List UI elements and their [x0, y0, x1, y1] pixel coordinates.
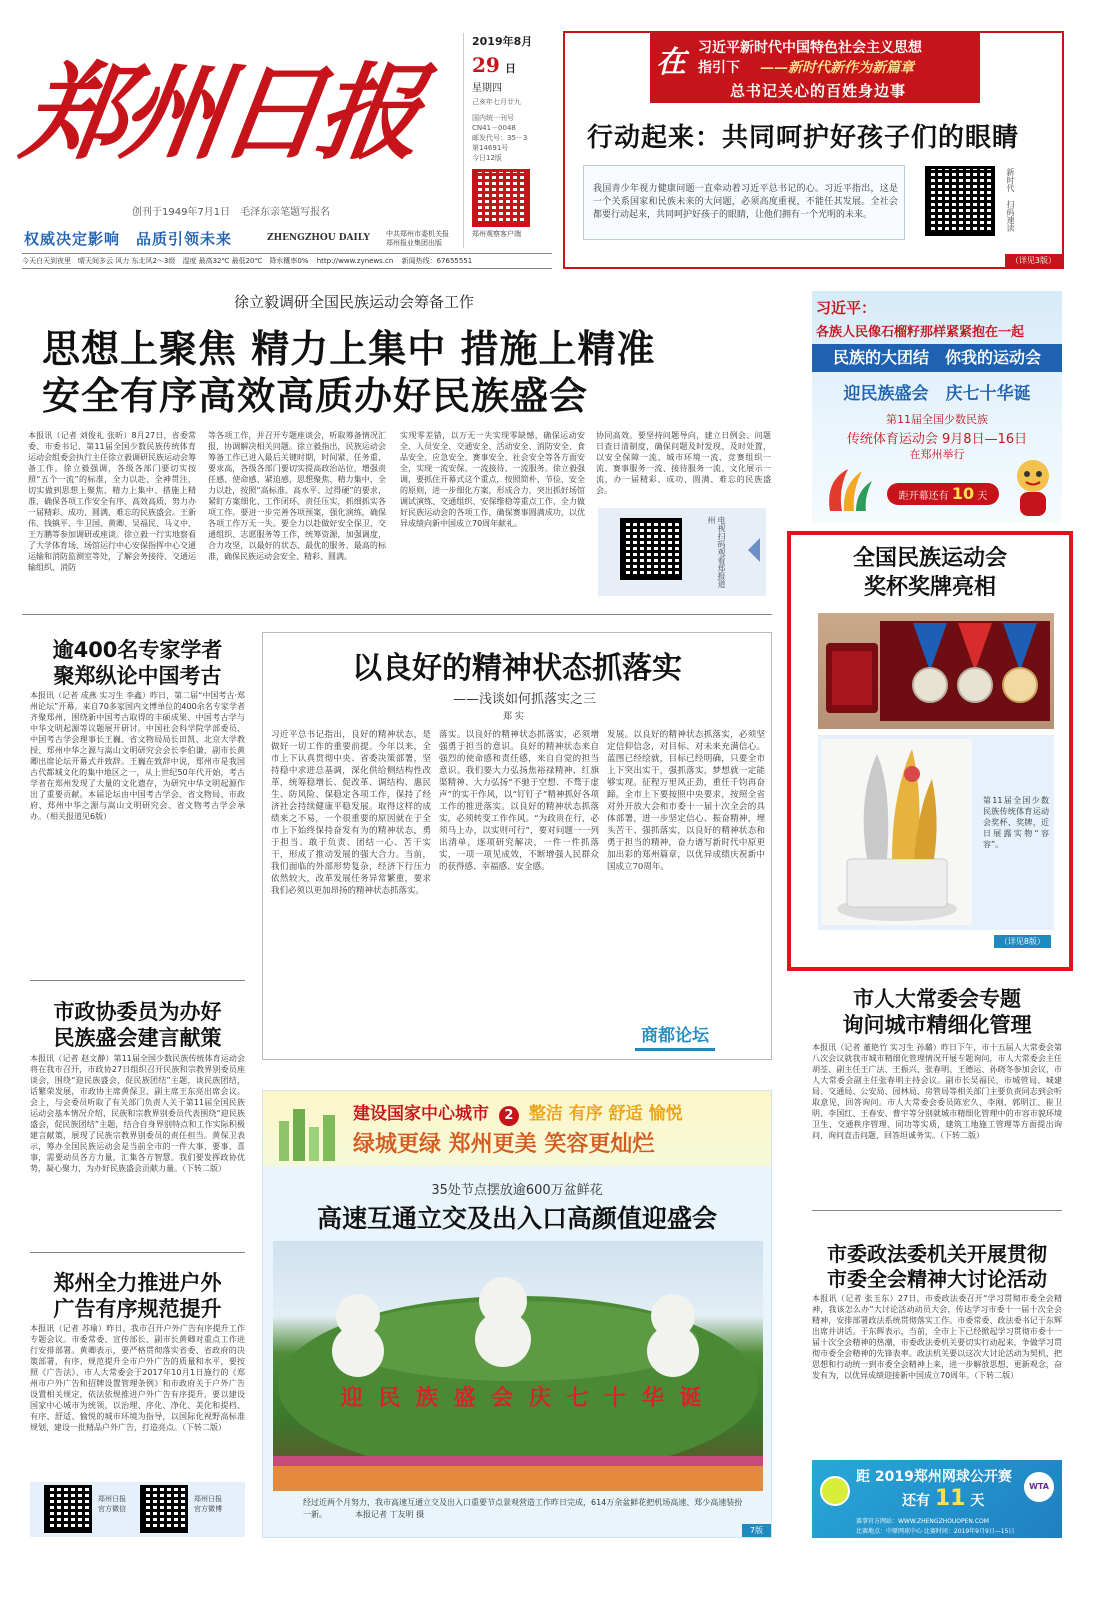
cppcc-body: 本报讯（记者 赵文静）第11届全国少数民族传统体育运动会将在我市召开，市政协27日组织召开民族和宗教界别委员座谈会，围绕“迎民族盛会，促民族团结”主题，谈民族团结，话繁荣发展，市政协主席黄保卫、副主席王东亮出席会议。会上，与会委员听取了有关部门负责人关于第11届全国民族运动会基本情况介绍，民族和宗教界别委员代表围绕“迎民族盛会，促民族团结”主题，结合自身界别特点和工作实际积极建言献策，展现了民族宗教界别委员的责任担当。黄保卫表示，筹办全国民族运动会是当前全市的一件大事、要事、喜事，需要动员各方力量，汇集各方智慧。我们要发挥政协优势，凝心聚力，为办好民族盛会贡献力量。（下转二版） — [30, 1054, 245, 1173]
photo-kicker: 35处节点摆放逾600万盆鲜花 — [431, 1183, 603, 1198]
right-promo — [812, 291, 1062, 523]
medal-title-2[interactable]: 奖杯奖牌亮相 — [863, 575, 996, 600]
npc-body: 本报讯（记者 董艳竹 实习生 孙璐）昨日下午，市十五届人大常委会第八次会议就我市城市精细化管理情况开展专题询问，市人大常委会主任胡荃、副主任王广法、王振兴、张春明、王德运、孙晓冬参加会议，市人大常委会副主任张春明主持会议。副市长吴福民，市城管局、城建局、交通局、公安局、园林局、房管局等相关部门主要负责同志到会听取意见，回答询问。市人大常委会委员陈宏久、李刚、郭明江、崔卫明、李国红、王春安、曹宇等分别就城市精细化管理中的市容市貌环境卫生、交通秩序管理、同功等实质，建筑工地施工管理等方面提出询问，询问直击问题，回答坦诚务实。（下转二版） — [812, 1043, 1062, 1140]
tennis-venue: 比赛地点：中原网球中心 比赛时间：2019年9月9日—15日 — [856, 1528, 1015, 1535]
wechat-qr-caption: 郑州日报 官方微信 — [98, 1495, 126, 1513]
website[interactable]: http://www.zynews.cn — [316, 257, 394, 265]
series-tag: 总书记关心的百姓身边事 — [730, 82, 907, 100]
city-banner — [263, 1091, 771, 1166]
ads-headline-1[interactable]: 郑州全力推进户外 — [53, 1271, 222, 1295]
editorial-author: 郑 实 — [503, 712, 524, 722]
tennis-days: 11 — [934, 1486, 966, 1511]
weekday: 星期四 — [472, 83, 502, 94]
tennis-pre: 距 2019郑州网球公开赛 — [856, 1469, 1012, 1485]
tennis-post: 天 — [970, 1493, 985, 1509]
medal-title-1[interactable]: 全国民族运动会 — [852, 546, 1007, 571]
photo-headline[interactable]: 高速互通立交及出入口高颜值迎盛会 — [316, 1204, 717, 1233]
experts-body: 本报讯（记者 成燕 实习生 李鑫）昨日，第二届“中国考古·郑州论坛”开幕。来自70多家国内文博单位的400余名专家学者齐聚郑州，围绕新中国考古取得的丰硕成果、中国考古学与中华文明起源等议题展开研讨。中国社会科学院学部委员、中国考古学会理事长王巍、省文物局局长田凯、北京大学教授、郑州中华之源与嵩山文明研究会会长李伯谦、副市长黄卿出席论坛开幕式并致辞。王巍在致辞中说，郑州市是我国古代都城文化的集中地区之一，从上世纪50年代开始，考古学者在郑州发现了大量的文化遗存，为研究中华文明起源作出了重要贡献。本届论坛由中国考古学会、省文物局、市政府、郑州中华之源与嵩山文明研究会、省文物考古学会承办。（相关报道见6版） — [30, 691, 245, 821]
promo-event-line3: 在郑州举行 — [909, 448, 965, 461]
editorial-subtitle: ——浅谈如何抓落实之三 — [453, 692, 597, 707]
photo-feature — [262, 1090, 772, 1538]
editorial-box — [262, 632, 772, 1060]
left-divider-1 — [30, 980, 245, 981]
tennis-post-pre: 还有 — [902, 1493, 930, 1509]
games-emblem-icon — [820, 461, 875, 516]
weibo-qr-code[interactable] — [140, 1485, 188, 1533]
date-year-month: 2019年8月 — [472, 35, 533, 48]
flower-slogan: 迎 民 族 盛 会 庆 七 十 华 诞 — [340, 1386, 706, 1411]
ads-body: 本报讯（记者 苏瑜）昨日，我市召开户外广告有序提升工作专题会议。市委常委、宣传部长、副市长黄卿对重点工作进行安排部署。黄卿表示，要严格贯彻落实省委、省政府的决策部署，有序、规范提升全市户外广告的质量和水平，要按照《广告法》、市人大常委会于2017年10月1日施行的《郑州市户外广告和招牌设置管理条例》和市政府关于户外广告设置相关规定，依法依规推进户外广告有序提升，要以建设国家中心城市为统领，以治理、序化、净化、美化和提档、有序、舒适、愉悦的城市环境为指导，以国际化视野高标准规划，建设一批精品户外广告，打造亮点。（下转二版） — [30, 1324, 245, 1432]
zai-mark: 在 — [656, 45, 686, 80]
npc-headline-2[interactable]: 询问城市精细化管理 — [842, 1013, 1032, 1037]
lead-col-3: 实现零差错，以万无一失实现零缺憾，确保运动安全、人员安全、交通安全、活动安全、消防安全、食品安全、应急安全、赛事安全、社会安全等各方面安全，实现一流安保、一流接待、一流服务。徐立毅强调，要抓住开幕式这个重点，按照简朴、节俭、安全的原则，进一步细化方案，形成合力，突出抓好场馆调试演练、交通组织、安保维稳等重点工作，全力做好民族运动会的各项工作，确保赛事圆满成功，以优异成绩向新中国成立70周年献礼。 — [400, 431, 585, 528]
date-day: 29 — [472, 53, 500, 77]
app-qr-code[interactable] — [472, 169, 530, 227]
countdown-num: 10 — [951, 484, 975, 503]
weather-bar — [22, 253, 552, 269]
trophy-caption: 第11届全国少数民族传统体育运动会奖杯、奖牌，近日展露实物“容容”。 — [983, 796, 1049, 849]
promo-event-line2: 传统体育运动会 9月8日—16日 — [846, 432, 1028, 447]
promo-xi: 习近平： — [816, 299, 877, 317]
lead-col-2: 等各项工作，并召开专题座谈会，听取筹备情况汇报，协调解决相关问题。徐立毅指出，民族运动会筹备工作已进入最后关键时期，时间紧、任务重、要求高，各级各部门要切实提高政治站位，增强责任感、使命感、紧迫感，思想聚焦、精力集中、全力以赴，按照“高标准、高水平、过得硬”的要求，紧盯方案细化、工作闭环、责任压实，抓细抓实各项工作。要进一步完善各项预案，强化演练，确保各项工作万无一失。要全力以赴做好安全保卫、交通组织、志愿服务等工作，统筹资源，加强调度，合力攻坚，以最好的状态、最优的服务、最高的标准，确保民族运动会安全、精彩、圆满。 — [208, 431, 386, 561]
lead-col-4: 协同高效。要坚持问题导向，建立日例会、问题日查日清制度，确保问题及时发现、及时处置，以安全保障一流、城市环境一流、竞赛组织一流、赛事服务一流、接待服务一流、文化展示一流，办一届精彩、成功、圆满、难忘的民族盛会。 — [596, 431, 771, 495]
top-feature-see-page[interactable]: （详见3版） — [1005, 254, 1062, 267]
tennis-site[interactable]: 赛事官方网站：WWW.ZHENGZHOUOPEN.COM — [856, 1518, 989, 1525]
city-banner-text-1: 建设国家中心城市 — [353, 1104, 489, 1124]
medal-photo — [818, 613, 1054, 729]
masthead — [14, 28, 454, 273]
issue-info: 国内统一刊号 CN41－0048 邮发代号：35－3 第14691号 今日12版 — [472, 114, 528, 162]
editorial-col-2: 落实。以良好的精神状态抓落实，必须增强勇于担当的意识。良好的精神状态来自强烈的使命感和责任感，来自自觉的担当意识。我们要大力弘扬焦裕禄精神、红旗渠精神、大力弘扬“不驰于空想、不骛于虚声”的实干作风，以“钉钉子”精神抓好各项工作的推进落实。以良好的精神状态抓落实，必须转变工作作风。“为政贵在行，必须马上办，以实则可行”，要对问题一一列出清单，逐项研究解决，一件一件抓落实，一项一项见成效，不断增强人民群众的获得感、幸福感、安全感。 — [439, 730, 599, 872]
flower-photo — [273, 1241, 763, 1491]
politics-headline-1[interactable]: 市委政法委机关开展贯彻 — [827, 1242, 1047, 1266]
hotline: 新闻热线：67655551 — [401, 257, 473, 265]
date-day-suffix: 日 — [504, 62, 516, 75]
lead-qr-code[interactable] — [620, 518, 682, 580]
countdown-post: 天 — [977, 491, 988, 502]
top-feature-qr-note: 新时代 扫码速读 — [1006, 168, 1015, 232]
experts-headline-2[interactable]: 聚郑纵论中国考古 — [53, 664, 222, 688]
mascot-icon — [1008, 456, 1058, 518]
experts-headline-1[interactable]: 逾400名专家学者 — [52, 638, 223, 662]
city-banner-text-2: 整洁 有序 舒适 愉悦 — [528, 1104, 683, 1124]
forum-badge: 商都论坛 — [635, 1019, 715, 1051]
publisher-note: 中共郑州市委机关报 郑州报业集团出版 — [386, 230, 449, 247]
top-feature-headline[interactable]: 行动起来：共同呵护好孩子们的眼睛 — [587, 123, 1020, 153]
top-feature-qr-code[interactable] — [925, 166, 995, 236]
cppcc-headline-1[interactable]: 市政协委员为办好 — [53, 1000, 222, 1024]
npc-headline-1[interactable]: 市人大常委会专题 — [853, 987, 1021, 1011]
founding-note: 创刊于1949年7月1日 毛泽东亲笔题写报名 — [132, 207, 331, 218]
countdown-badge — [887, 483, 999, 505]
photo-page-tag[interactable]: 7版 — [742, 1524, 771, 1537]
right-divider — [812, 1210, 1062, 1211]
series-line2: 指引下 — [698, 60, 740, 76]
wechat-qr-code[interactable] — [44, 1485, 92, 1533]
city-banner-line1 — [353, 1099, 683, 1126]
weibo-qr-caption: 郑州日报 官方微博 — [194, 1495, 222, 1513]
promo-event-line1: 第11届全国少数民族 — [886, 413, 988, 426]
promo-slogan-1: 民族的大团结 你我的运动会 — [812, 344, 1062, 372]
promo-quote: 各族人民像石榴籽那样紧紧抱在一起 — [816, 325, 1025, 340]
series-sub: ——新时代新作为新篇章 — [760, 60, 914, 76]
lead-kicker: 徐立毅调研全国民族运动会筹备工作 — [234, 293, 475, 311]
tennis-promo — [812, 1460, 1062, 1538]
medal-box — [787, 531, 1073, 971]
qr-caption: 郑州观察客户端 — [472, 230, 521, 238]
play-arrow-icon — [748, 538, 760, 562]
city-banner-number: 2 — [499, 1106, 519, 1126]
english-name: ZHENGZHOU DAILY — [267, 233, 370, 243]
countdown-pre: 距开幕还有 — [898, 491, 949, 502]
ads-headline-2[interactable]: 广告有序规范提升 — [53, 1297, 222, 1321]
city-skyline-icon — [273, 1101, 343, 1161]
lead-divider — [22, 614, 772, 615]
promo-slogan-2: 迎民族盛会 庆七十华诞 — [843, 384, 1031, 404]
social-qr-strip — [30, 1482, 245, 1537]
lunar-date: 己亥年七月廿九 — [472, 98, 521, 106]
medal-see-page[interactable]: （详见8版） — [994, 935, 1051, 948]
cppcc-headline-2[interactable]: 民族盛会建言献策 — [53, 1026, 222, 1050]
tennis-countdown — [902, 1486, 984, 1511]
weather-text: 今天白天到夜里 晴天间多云 风力 东北风2～3级 湿度 最高32℃ 最低20℃ 降水概率0% — [22, 257, 309, 265]
lead-qr-box — [598, 508, 766, 596]
city-banner-line2: 绿城更绿 郑州更美 笑容更灿烂 — [353, 1132, 655, 1157]
top-feature-box — [563, 31, 1064, 269]
series-line1: 习近平新时代中国特色社会主义思想 — [698, 40, 922, 56]
newspaper-logo: 郑州日报 — [15, 51, 425, 174]
tennis-ball-icon — [820, 1476, 850, 1506]
photo-caption: 经过近两个月努力，我市高速互通立交及出入口重要节点景观营造工作昨日完成，614万余盆鲜花把机场高速、郑少高速装扮一新。 本报记者 丁友明 摄 — [303, 1498, 743, 1519]
lead-col-1: 本报讯（记者 刘俊礼 张昕）8月27日，省委常委、市委书记、第11届全国少数民族传统体育运动会组委会执行主任徐立毅调研民族运动会筹备工作。徐立毅强调，各级各部门要切实按照“五个一流”的标准，全力以赴、全神贯注，切实做到思想上聚焦、精力上集中、措施上精准，确保各项工作安全有序、高效高质，努力办一届精彩、成功、圆满、难忘的民族盛会。王新伟、钱镇平、牛卫国、黄卿、吴福民、马义中、王万鹏等参加调研或座谈。徐立毅一行实地察看了大学体育场、场馆运行中心安保指挥中心交通运输和消防监测室等处，了解会务接待、交通运输组织、消防 — [28, 431, 196, 572]
politics-headline-2[interactable]: 市委全会精神大讨论活动 — [827, 1267, 1047, 1291]
lead-headline-1[interactable]: 思想上聚焦 精力上集中 措施上精准 — [42, 327, 656, 371]
top-feature-body: 我国青少年视力健康问题一直牵动着习近平总书记的心。习近平指出，这是一个关系国家和民族未来的大问题，必须高度重视，不能任其发展。全社会都要行动起来，共同呵护好孩子的眼睛，让他们拥有一个光明的未来。 — [593, 184, 898, 220]
slogan: 权威决定影响 品质引领未来 — [24, 230, 233, 248]
left-divider-2 — [30, 1252, 245, 1253]
trophy-photo — [822, 739, 972, 925]
lead-qr-caption: 电视扫码观看郑报道州 — [707, 516, 726, 588]
editorial-headline[interactable]: 以良好的精神状态抓落实 — [352, 651, 682, 686]
date-column — [463, 33, 553, 248]
editorial-col-3: 发展。以良好的精神状态抓落实，必须坚定信仰信念，对目标、对未来充满信心。蓝图已经绘就，目标已经明确，只要全市上下突出实干，强抓落实，梦想就一定能够实现。征程万里风正劲，重任千钧再奋蹄。全市上下要按照中央要求，按照全省对外开放大会和市委十一届十次全会的具体部署，进一步坚定信心、振奋精神，埋头苦干、强抓落实，以良好的精神状态和勇于担当的精神，奋力谱写新时代中原更加出彩的郑州篇章，以优异成绩庆祝新中国成立70周年。 — [607, 730, 765, 872]
lead-headline-2[interactable]: 安全有序高效高质办好民族盛会 — [42, 374, 589, 418]
trophy-panel — [818, 735, 1054, 930]
politics-body: 本报讯（记者 张玉东）27日，市委政法委召开“学习贯彻市委全会精神，我该怎么办”大讨论活动动员大会，传达学习市委十一届十次全会精神，安排部署政法系统贯彻落实工作。市委常委、政法委书记于东辉出席并讲话。于东辉表示，当前，全市上下已经掀起学习贯彻市委十一届十次全会精神的热潮，市委政法委机关要切实行动起来，争做学习贯彻市委全会精神的先锋表率。政法机关要以这次大讨论活动为契机，把思想和行动统一到市委全会精神上来，进一步解放思想、更新观念，奋发有为，以优异成绩迎接新中国成立70周年。（下转二版） — [812, 1294, 1062, 1380]
wta-logo: WTA — [1024, 1472, 1054, 1502]
editorial-col-1: 习近平总书记指出，良好的精神状态，是做好一切工作的重要前提。今年以来，全市上下认真贯彻中央、省委决策部署，坚持稳中求进总基调，深化供给侧结构性改革，统筹稳增长、促改革、调结构、惠民生、防风险、保稳定各项工作，保持了经济社会持续健康平稳发展。取得这样的成绩来之不易，一个很重要的原因就在于全市上下始终保持奋发有为的精神状态，勇于担当、敢于负责、团结一心、苦干实干，形成了推动发展的强大合力。当前，我们面临的外部形势复杂，经济下行压力依然较大，改革发展任务异常繁重，要求我们必须以更加昂扬的精神状态抓落实。 — [271, 730, 431, 896]
series-banner — [650, 33, 980, 103]
